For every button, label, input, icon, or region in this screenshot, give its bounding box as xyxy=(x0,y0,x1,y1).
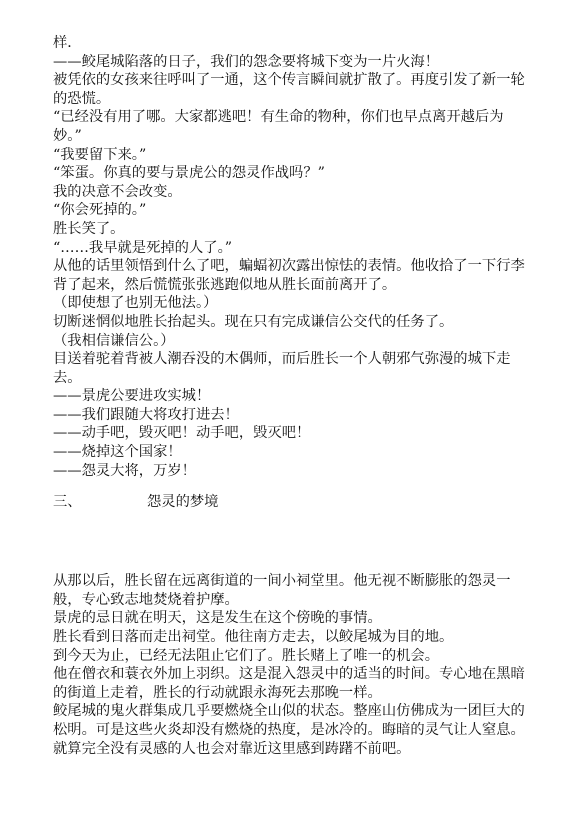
paragraph: “笨蛋。你真的要与景虎公的怨灵作战吗？” xyxy=(53,165,325,182)
paragraph: 从那以后，胜长留在远离街道的一间小祠堂里。他无视不断膨胀的怨灵一般，专心致志地焚烧着护摩。 xyxy=(53,573,511,608)
paragraph: “我要留下来。” xyxy=(53,146,147,163)
paragraph: 切断迷惘似地胜长抬起头。现在只有完成谦信公交代的任务了。 xyxy=(53,313,454,330)
paragraph: ——景虎公要进攻实城！ xyxy=(53,388,211,405)
section-two xyxy=(53,572,529,758)
paragraph: “已经没有用了哪。大家都逃吧！有生命的物种，你们也早点离开越后为妙。” xyxy=(53,109,504,144)
paragraph: 他在僧衣和蓑衣外加上羽织。这是混入怨灵中的适当的时间。专心地在黑暗的街道上走着，胜长的行动就跟永海死去那晚一样。 xyxy=(53,666,525,701)
chapter-number: 三、 xyxy=(53,494,82,511)
paragraph: “你会死掉的。” xyxy=(53,202,147,219)
paragraph: 到今天为止，已经无法阻止它们了。胜长赌上了唯一的机会。 xyxy=(53,647,440,664)
paragraph: 目送着驼着背被人潮吞没的木偶师，而后胜长一个人朝邪气弥漫的城下走去。 xyxy=(53,351,511,386)
paragraph: （即使想了也别无他法。） xyxy=(53,295,218,312)
paragraph: ——烧掉这个国家！ xyxy=(53,444,182,461)
paragraph: 胜长看到日落而走出祠堂。他往南方走去，以鲛尾城为目的地。 xyxy=(53,629,454,646)
paragraph: ——我们跟随大将攻打进去！ xyxy=(53,406,239,423)
paragraph: 胜长笑了。 xyxy=(53,220,125,237)
paragraph: ——怨灵大将，万岁！ xyxy=(53,462,196,479)
paragraph: 鲛尾城的鬼火群集成几乎要燃烧全山似的状态。整座山仿佛成为一团巨大的松明。可是这些火炎却没有燃烧的热度，是冰冷的。晦暗的灵气让人窒息。就算完全没有灵感的人也会对靠近这里感到踌躇不前吧。 xyxy=(53,703,525,757)
paragraph: 从他的话里领悟到什么了吧，蝙蝠初次露出惊怯的表情。他收拾了一下行李背了起来，然后慌慌张张逃跑似地从胜长面前离开了。 xyxy=(53,258,525,293)
chapter-title: 怨灵的梦境 xyxy=(147,494,219,511)
section-spacer xyxy=(53,512,529,572)
document-page xyxy=(53,34,529,758)
paragraph: 我的决意不会改变。 xyxy=(53,183,182,200)
section-one xyxy=(53,34,529,480)
chapter-heading xyxy=(53,492,529,512)
paragraph: “……我早就是死掉的人了。” xyxy=(53,239,233,256)
paragraph: ——动手吧，毁灭吧！动手吧，毁灭吧！ xyxy=(53,425,311,442)
paragraph: 景虎的忌日就在明天，这是发生在这个傍晚的事情。 xyxy=(53,610,382,627)
paragraph: 样． xyxy=(53,35,82,51)
paragraph: ——鲛尾城陷落的日子，我们的怨念要将城下变为一片火海！ xyxy=(53,53,440,70)
paragraph: （我相信谦信公。） xyxy=(53,332,175,349)
paragraph: 被凭依的女孩来往呼叫了一通，这个传言瞬间就扩散了。再度引发了新一轮的恐慌。 xyxy=(53,72,525,107)
